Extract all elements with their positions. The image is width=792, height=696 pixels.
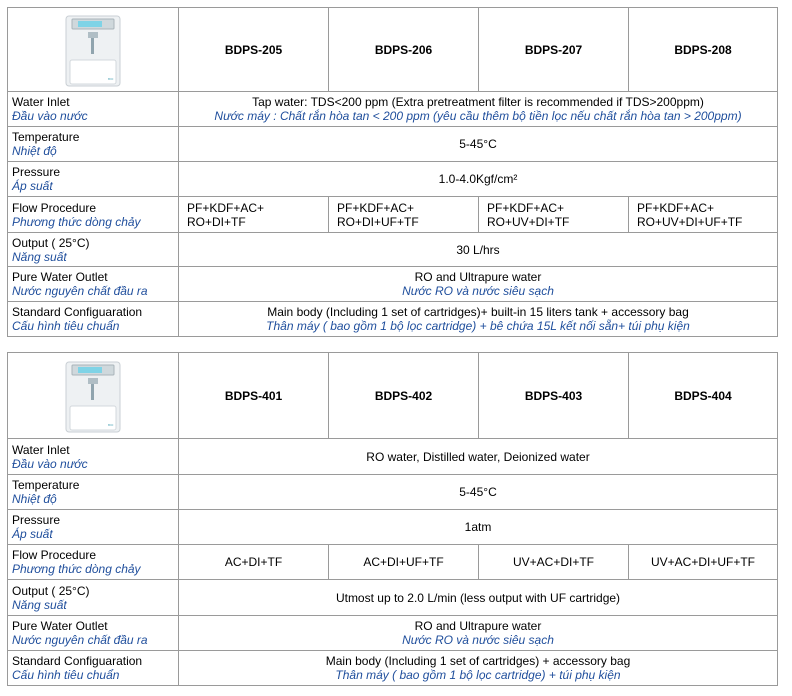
label-en: Standard Configuaration — [12, 654, 143, 668]
label-en: Output ( 25°C) — [12, 583, 90, 598]
row-label — [8, 233, 179, 267]
value-cell: 1atm — [179, 510, 778, 545]
label-vi: Đầu vào nước — [12, 109, 88, 123]
row-label — [8, 475, 179, 510]
label-en: Pure Water Outlet — [12, 270, 108, 284]
value-vi: Nước RO và nước siêu sạch — [402, 284, 554, 298]
flow-cell — [629, 197, 778, 233]
flow-line: RO+DI+UF+TF — [337, 214, 419, 229]
flow-line: RO+UV+DI+UF+TF — [637, 214, 743, 229]
model-name: BDPS-401 — [179, 353, 329, 439]
label-vi: Nhiệt độ — [12, 492, 57, 506]
value-vi: Thân máy ( bao gồm 1 bộ lọc cartridge) + túi phụ kiện — [335, 668, 621, 682]
row-output — [8, 233, 778, 267]
value-cell: Utmost up to 2.0 L/min (less output with UF cartridge) — [179, 580, 778, 616]
spec-table-bdps-200 — [7, 7, 778, 337]
value-cell — [179, 651, 778, 686]
label-vi: Phương thức dòng chảy — [12, 562, 141, 576]
row-pure-water-outlet — [8, 267, 778, 302]
row-label — [8, 302, 179, 337]
row-water-inlet — [8, 92, 778, 127]
value-cell: RO water, Distilled water, Deionized water — [179, 439, 778, 475]
flow-cell: AC+DI+TF — [179, 545, 329, 580]
flow-line: PF+KDF+AC+ — [487, 200, 565, 215]
model-name: BDPS-208 — [629, 8, 778, 92]
value-cell: 5-45°C — [179, 127, 778, 162]
flow-line: PF+KDF+AC+ — [637, 200, 715, 215]
header-row — [8, 8, 778, 92]
model-name: BDPS-205 — [179, 8, 329, 92]
label-en: Output ( 25°C) — [12, 235, 90, 250]
row-temperature — [8, 475, 778, 510]
product-image-cell — [8, 353, 179, 439]
label-en: Temperature — [12, 130, 80, 144]
value-vi: Nước RO và nước siêu sạch — [402, 633, 554, 647]
row-pure-water-outlet — [8, 616, 778, 651]
row-label — [8, 162, 179, 197]
svg-text:BIO: BIO — [108, 423, 114, 427]
flow-cell — [479, 197, 629, 233]
flow-line: RO+UV+DI+TF — [487, 214, 570, 229]
row-label — [8, 580, 179, 616]
row-output — [8, 580, 778, 616]
label-en: Standard Configuaration — [12, 305, 143, 319]
label-en: Temperature — [12, 478, 80, 492]
value-en: Main body (Including 1 set of cartridges) + accessory bag — [325, 654, 631, 668]
spec-table-bdps-400 — [7, 352, 778, 686]
label-en: Pure Water Outlet — [12, 619, 108, 633]
flow-cell: UV+AC+DI+UF+TF — [629, 545, 778, 580]
label-en: Water Inlet — [12, 95, 70, 109]
value-cell — [179, 92, 778, 127]
model-name: BDPS-402 — [329, 353, 479, 439]
model-name: BDPS-403 — [479, 353, 629, 439]
model-name: BDPS-207 — [479, 8, 629, 92]
row-temperature — [8, 127, 778, 162]
label-vi: Cấu hình tiêu chuẩn — [12, 668, 120, 682]
label-en: Water Inlet — [12, 442, 70, 457]
model-name: BDPS-206 — [329, 8, 479, 92]
row-label — [8, 616, 179, 651]
label-vi: Áp suất — [12, 527, 53, 541]
value-en: RO and Ultrapure water — [414, 270, 542, 284]
label-vi: Nhiệt độ — [12, 144, 57, 158]
svg-text:BIO: BIO — [108, 77, 114, 81]
row-standard-configuration — [8, 302, 778, 337]
flow-line: PF+KDF+AC+ — [187, 200, 265, 215]
row-pressure — [8, 510, 778, 545]
row-label — [8, 545, 179, 580]
value-en: Tap water: TDS<200 ppm (Extra pretreatment filter is recommended if TDS>200ppm) — [252, 95, 704, 109]
label-vi: Nước nguyên chất đầu ra — [12, 284, 148, 298]
flow-cell: AC+DI+UF+TF — [329, 545, 479, 580]
flow-line: RO+DI+TF — [187, 214, 246, 229]
header-row — [8, 353, 778, 439]
row-standard-configuration — [8, 651, 778, 686]
flow-cell — [179, 197, 329, 233]
value-vi: Nước máy : Chất rắn hòa tan < 200 ppm (yêu cầu thêm bộ tiền lọc nếu chất rắn hòa tan > 200ppm) — [214, 109, 742, 123]
label-en: Flow Procedure — [12, 548, 97, 562]
model-name: BDPS-404 — [629, 353, 778, 439]
value-vi: Thân máy ( bao gồm 1 bộ lọc cartridge) + bê chứa 15L kết nối sẵn+ túi phụ kiện — [266, 319, 690, 333]
flow-cell: UV+AC+DI+TF — [479, 545, 629, 580]
row-label — [8, 510, 179, 545]
flow-cell — [329, 197, 479, 233]
row-label — [8, 267, 179, 302]
label-vi: Năng suất — [12, 249, 67, 264]
value-cell: 5-45°C — [179, 475, 778, 510]
water-purifier-image — [58, 356, 128, 434]
water-purifier-image — [58, 10, 128, 88]
value-cell — [179, 616, 778, 651]
value-en: RO and Ultrapure water — [414, 619, 542, 633]
label-vi: Năng suất — [12, 597, 67, 612]
value-cell: 1.0-4.0Kgf/cm² — [179, 162, 778, 197]
value-cell — [179, 302, 778, 337]
flow-line: PF+KDF+AC+ — [337, 200, 415, 215]
row-water-inlet — [8, 439, 778, 475]
value-en: Main body (Including 1 set of cartridges)+ built-in 15 liters tank + accessory bag — [267, 305, 689, 319]
value-cell — [179, 267, 778, 302]
row-pressure — [8, 162, 778, 197]
label-vi: Áp suất — [12, 179, 53, 193]
label-en: Pressure — [12, 513, 61, 527]
label-vi: Nước nguyên chất đầu ra — [12, 633, 148, 647]
row-label — [8, 439, 179, 475]
label-vi: Đầu vào nước — [12, 456, 88, 471]
label-en: Pressure — [12, 165, 61, 179]
row-label — [8, 92, 179, 127]
row-label — [8, 127, 179, 162]
label-vi: Cấu hình tiêu chuẩn — [12, 319, 120, 333]
row-flow-procedure — [8, 197, 778, 233]
row-label — [8, 197, 179, 233]
label-en: Flow Procedure — [12, 200, 97, 215]
label-vi: Phương thức dòng chảy — [12, 214, 141, 229]
row-flow-procedure — [8, 545, 778, 580]
value-cell: 30 L/hrs — [179, 233, 778, 267]
row-label — [8, 651, 179, 686]
product-image-cell — [8, 8, 179, 92]
